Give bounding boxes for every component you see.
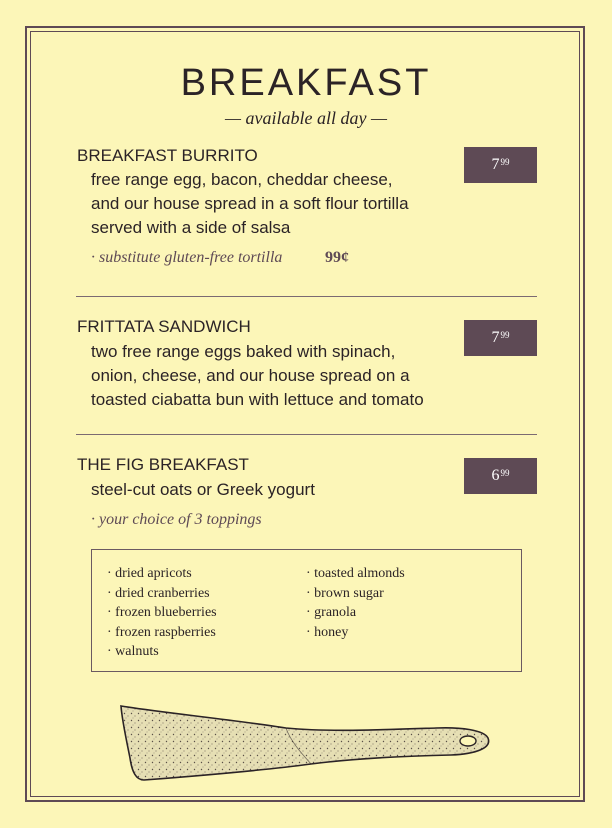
price-dollars: 6 (491, 467, 500, 484)
price-badge-fig-breakfast (464, 458, 537, 494)
price-cents: 99 (500, 468, 510, 478)
price-dollars: 7 (491, 329, 500, 346)
item-name-frittata-sandwich: FRITTATA SANDWICH (77, 317, 251, 336)
description-line: served with a side of salsa (91, 218, 291, 237)
topping-item: · honey (306, 624, 349, 640)
description-line: steel-cut oats or Greek yogurt (91, 480, 315, 499)
toppings-list-right (306, 564, 405, 642)
item-description-frittata-sandwich (91, 340, 424, 412)
menu-subtitle: — available all day — (225, 108, 387, 128)
price-dollars: 7 (491, 156, 500, 173)
description-line: onion, cheese, and our house spread on a (91, 366, 410, 385)
topping-item: · frozen blueberries (107, 605, 217, 620)
menu-title: BREAKFAST (180, 62, 432, 104)
toppings-box (91, 549, 522, 672)
description-line: free range egg, bacon, cheddar cheese, (91, 170, 393, 189)
price-badge-breakfast-burrito (464, 147, 537, 183)
section-divider (76, 434, 537, 435)
description-line: two free range eggs baked with spinach, (91, 342, 396, 361)
price-badge-frittata-sandwich (464, 320, 537, 356)
toppings-list-left (107, 564, 217, 662)
topping-item: · frozen raspberries (107, 624, 216, 640)
item-description-fig-breakfast (91, 478, 315, 502)
topping-item: · dried cranberries (107, 585, 210, 601)
item-name-breakfast-burrito: BREAKFAST BURRITO (77, 146, 258, 165)
item-name-fig-breakfast: THE FIG BREAKFAST (77, 455, 249, 474)
section-divider (76, 296, 537, 297)
description-line: and our house spread in a soft flour tortilla (91, 194, 409, 213)
item-note-toppings: · your choice of 3 toppings (91, 511, 262, 528)
description-line: toasted ciabatta bun with lettuce and tomato (91, 390, 424, 409)
topping-item: · toasted almonds (306, 566, 405, 581)
note-price-gluten-free: 99¢ (325, 249, 349, 266)
price-cents: 99 (500, 157, 510, 167)
item-description-breakfast-burrito (91, 168, 409, 240)
item-note-gluten-free: · substitute gluten-free tortilla (91, 249, 283, 266)
topping-item: · granola (306, 605, 357, 620)
wooden-spatula-icon (116, 698, 496, 788)
topping-item: · walnuts (107, 644, 159, 659)
price-cents: 99 (500, 330, 510, 340)
topping-item: · brown sugar (306, 585, 384, 601)
topping-item: · dried apricots (107, 566, 192, 581)
